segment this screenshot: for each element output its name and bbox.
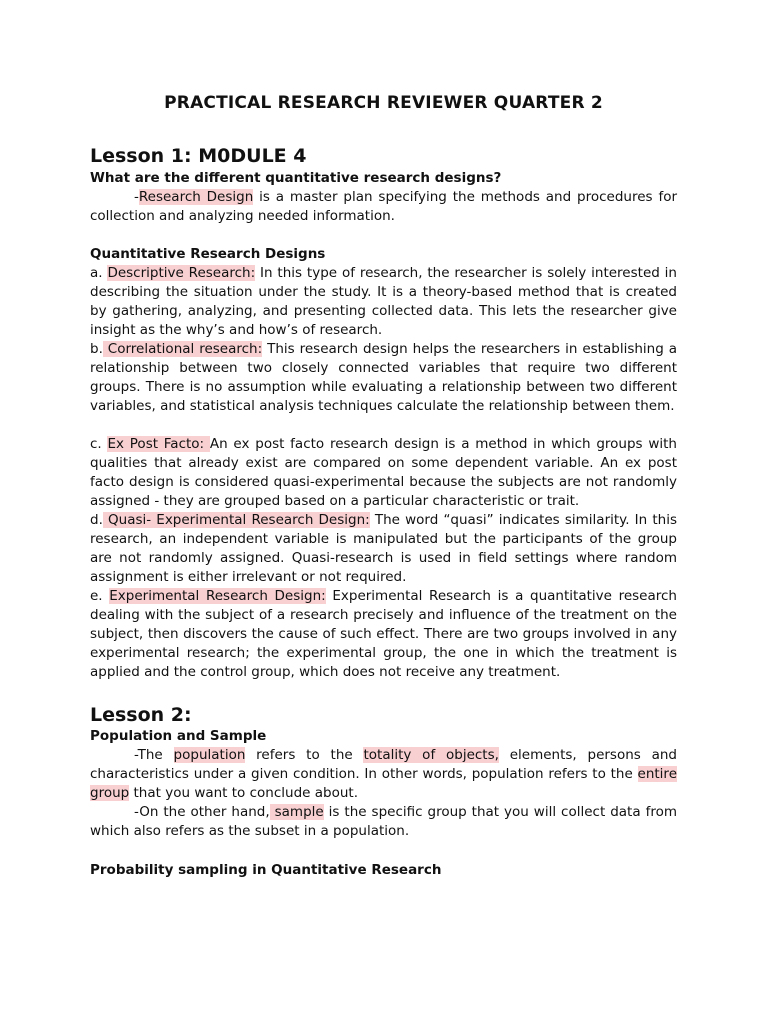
term-entire-group: entire group <box>90 766 677 801</box>
item-text: The word “quasi” indicates similarity. In this research, an independent variable is manipulated but the participants of the group are not randomly assigned. Quasi-research is used in field settings where random assignment is either irrelevant or not required. <box>90 512 677 585</box>
design-item-d <box>90 511 677 587</box>
item-prefix: c. <box>90 436 108 452</box>
quantitative-designs-heading: Quantitative Research Designs <box>90 246 326 262</box>
population-definition <box>90 746 677 803</box>
term-ex-post-facto: Ex Post Facto: <box>107 436 210 452</box>
term-quasi-experimental: Quasi- Experimental Research Design: <box>102 512 370 528</box>
p1-text-c: elements, persons and characteristics under a given condition. In other words, population refers to the <box>90 747 677 782</box>
term-sample: sample <box>269 804 324 820</box>
term-experimental-research: Experimental Research Design: <box>109 588 326 604</box>
item-text: In this type of research, the researcher is solely interested in describing the situation under the study. It is a theory-based method that is created by gathering, analyzing, and presenting collected data. This lets the researcher give insight as the why’s and how’s of research. <box>90 265 677 338</box>
intro-text: is a master plan specifying the methods and procedures for collection and analyzing needed information. <box>90 189 678 224</box>
lesson-1-question: What are the different quantitative research designs? <box>90 170 502 186</box>
p1-text-a: -The <box>134 747 174 763</box>
p2-text-b: is the specific group that you will collect data from which also refers as the subset in a population. <box>90 804 677 839</box>
item-text: An ex post facto research design is a method in which groups with qualities that already exist are compared on some dependent variable. An ex post facto design is considered quasi-experimental because the subjects are not randomly assigned - they are grouped based on a particular characteristic or trait. <box>90 436 677 509</box>
lesson-1-heading: Lesson 1: M0DULE 4 <box>90 145 307 167</box>
item-prefix: d. <box>90 512 103 528</box>
p1-text-d: that you want to conclude about. <box>129 785 358 801</box>
item-text: This research design helps the researchers in establishing a relationship between two closely connected variables that require two different groups. There is no assumption while evaluating a relationship between two different variables, and statistical analysis techniques calculate the relationship between them. <box>90 341 677 414</box>
population-sample-heading: Population and Sample <box>90 728 267 744</box>
design-item-c <box>90 435 677 511</box>
p1-text-b: refers to the <box>245 747 364 763</box>
item-prefix: e. <box>90 588 110 604</box>
sample-definition <box>90 803 677 841</box>
term-descriptive-research: Descriptive Research: <box>107 265 256 281</box>
p2-text-a: -On the other hand, <box>134 804 270 820</box>
item-prefix: b. <box>90 341 103 357</box>
term-correlational-research: Correlational research: <box>102 341 263 357</box>
research-design-definition <box>90 188 677 226</box>
design-item-a <box>90 264 677 340</box>
lesson-2-heading: Lesson 2: <box>90 704 192 726</box>
term-research-design: Research Design <box>138 189 254 205</box>
design-item-b <box>90 340 677 416</box>
document-title: PRACTICAL RESEARCH REVIEWER QUARTER 2 <box>164 93 603 113</box>
item-prefix: a. <box>90 265 108 281</box>
term-population: population <box>173 747 246 763</box>
probability-sampling-heading: Probability sampling in Quantitative Research <box>90 862 442 878</box>
design-item-e <box>90 587 677 682</box>
item-text: Experimental Research is a quantitative research dealing with the subject of a research precisely and influence of the treatment on the subject, then discovers the cause of such effect. There are two groups involved in any experimental research; the experimental group, the one in which the treatment is applied and the control group, which does not receive any treatment. <box>90 588 677 680</box>
term-totality-of-objects: totality of objects, <box>363 747 499 763</box>
intro-prefix: - <box>134 189 139 205</box>
